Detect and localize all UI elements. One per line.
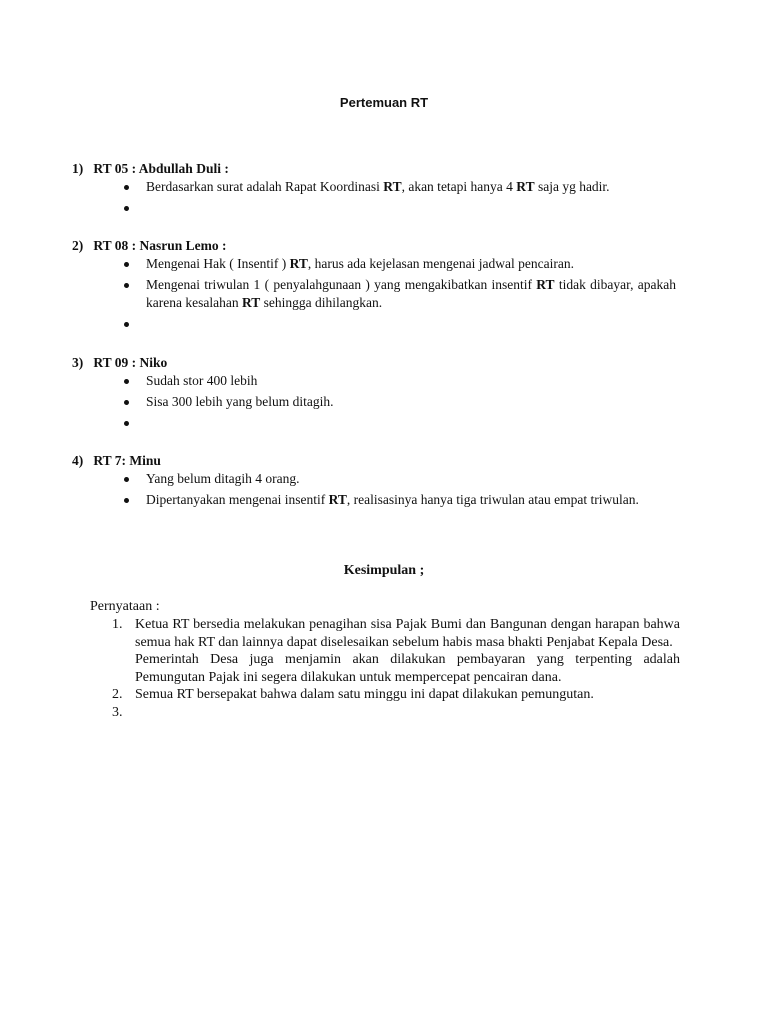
bullet-dot-icon [124, 185, 129, 190]
bullet-dot-icon [124, 400, 129, 405]
bullet-list [72, 470, 682, 509]
bullet-item [72, 414, 676, 432]
bold-text: RT [383, 179, 402, 194]
text-run: Sudah stor 400 lebih [146, 373, 258, 388]
bullet-dot-icon [124, 322, 129, 327]
text-run: Berdasarkan surat adalah Rapat Koordinasi [146, 179, 384, 194]
section-rt-09 [72, 354, 682, 435]
statement-intro: Pernyataan : [90, 599, 160, 614]
bullet-dot-icon [124, 206, 129, 211]
conclusion-item [90, 704, 680, 722]
section-number: 4) [72, 453, 84, 468]
bold-text: RT [289, 256, 308, 271]
text-run: Mengenai Hak ( Insentif ) [146, 256, 290, 271]
section-number: 1) [72, 161, 84, 176]
text-run: Mengenai triwulan 1 ( penyalahgunaan ) yang mengakibatkan insentif [146, 277, 537, 292]
text-run: Dipertanyakan mengenai insentif [146, 492, 329, 507]
page-title: Pertemuan RT [339, 95, 429, 110]
bullet-list [72, 372, 682, 432]
bold-text: RT [241, 295, 261, 310]
conclusion-item [90, 686, 680, 704]
item-paragraph: Pemerintah Desa juga menjamin akan dilakukan pembayaran yang terpenting adalah Pemungutan Pajak ini segera dilakukan untuk mempercepat pencairan dana. [135, 652, 680, 685]
bullet-item [72, 178, 676, 196]
bullet-item [72, 199, 676, 217]
section-number: 3) [72, 355, 84, 370]
section-heading [72, 160, 682, 178]
text-run: Yang belum ditagih 4 orang. [146, 471, 300, 486]
bullet-dot-icon [124, 498, 129, 503]
section-title: RT 09 : Niko [93, 355, 168, 370]
section-title: RT 08 : Nasrun Lemo : [93, 238, 227, 253]
section-title: RT 7: Minu [93, 453, 161, 468]
section-title: RT 05 : Abdullah Duli : [93, 161, 229, 176]
section-rt-05 [72, 160, 682, 220]
item-paragraph: Semua RT bersepakat bahwa dalam satu minggu ini dapat dilakukan pemungutan. [135, 687, 594, 702]
bold-text: RT [536, 277, 555, 292]
text-run: , realisasinya hanya tiga triwulan atau empat triwulan. [346, 492, 639, 507]
section-heading [72, 354, 682, 372]
item-number: 2. [112, 687, 123, 702]
text-run: saja yg hadir. [534, 179, 610, 194]
bullet-dot-icon [124, 283, 129, 288]
bullet-list [72, 255, 682, 333]
text-run: sehingga dihilangkan. [260, 295, 383, 310]
bullet-dot-icon [124, 379, 129, 384]
conclusion-list [90, 616, 680, 722]
item-paragraph: Ketua RT bersedia melakukan penagihan sisa Pajak Bumi dan Bangunan dengan harapan bahwa semua hak RT dan lainnya dapat diselesaikan sebelum habis masa bhakti Penjabat Kepala Desa. [135, 617, 680, 650]
bullet-item [72, 276, 676, 312]
bullet-item [72, 315, 676, 333]
bullet-item [72, 372, 676, 390]
section-rt-7 [72, 452, 682, 512]
bullet-item [72, 255, 676, 273]
section-heading [72, 237, 682, 255]
text-run: Sisa 300 lebih yang belum ditagih. [146, 394, 334, 409]
conclusion-heading: Kesimpulan ; [343, 563, 425, 578]
section-rt-08 [72, 237, 682, 336]
section-heading [72, 452, 682, 470]
bullet-dot-icon [124, 421, 129, 426]
conclusion-item [90, 616, 680, 686]
bullet-item [72, 470, 676, 488]
text-run: tidak dibayar, apakah karena kesalahan [146, 277, 676, 310]
item-number: 3. [112, 704, 123, 720]
bullet-dot-icon [124, 477, 129, 482]
section-number: 2) [72, 238, 84, 253]
item-number: 1. [112, 617, 123, 632]
text-run: , akan tetapi hanya 4 [401, 179, 517, 194]
bullet-dot-icon [124, 262, 129, 267]
bold-text: RT [516, 179, 535, 194]
text-run: , harus ada kejelasan mengenai jadwal pencairan. [307, 256, 574, 271]
bullet-item [72, 393, 676, 411]
bullet-item [72, 491, 676, 509]
bullet-list [72, 178, 682, 217]
bold-text: RT [328, 492, 347, 507]
